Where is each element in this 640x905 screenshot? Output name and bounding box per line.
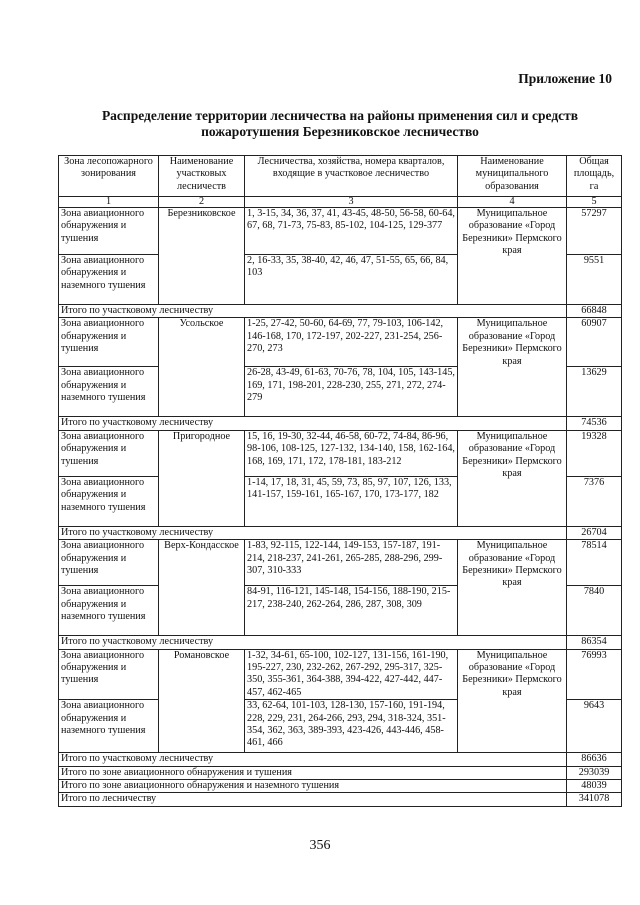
table-row-aviation: [59, 318, 622, 367]
zone-cell: Зона авиационного обнаружения и тушения: [59, 430, 159, 476]
column-number: 2: [159, 197, 245, 208]
zone-cell: Зона авиационного обнаружения и тушения: [59, 318, 159, 367]
quarters-cell: 26-28, 43-49, 61-63, 70-76, 78, 104, 105, 143-145, 169, 171, 198-201, 228-230, 255, 271, 272, 274-279: [245, 367, 458, 417]
area-cell: 7376: [567, 476, 622, 526]
total-value: 341078: [567, 793, 622, 806]
subtotal-label: Итого по участковому лесничеству: [59, 636, 567, 649]
municipality-cell: Муниципальное образование «Город Березники» Пермского края: [458, 649, 567, 753]
subtotal-value: 66848: [567, 305, 622, 318]
forestry-name-cell: Романовское: [159, 649, 245, 753]
header-row: [59, 156, 622, 197]
document-title: [60, 108, 620, 140]
quarters-cell: 33, 62-64, 101-103, 128-130, 157-160, 191-194, 228, 229, 231, 264-266, 293, 294, 318-324, 351-354, 362, 363, 389-393, 423-426, 443-446, 458-461, 466: [245, 700, 458, 753]
zone-cell: Зона авиационного обнаружения и наземного тушения: [59, 255, 159, 305]
zone-cell: Зона авиационного обнаружения и наземного тушения: [59, 476, 159, 526]
header-area: Общая площадь, га: [567, 156, 622, 197]
subtotal-label: Итого по участковому лесничеству: [59, 753, 567, 766]
column-numbers-row: [59, 197, 622, 208]
quarters-cell: 15, 16, 19-30, 32-44, 46-58, 60-72, 74-84, 86-96, 98-106, 108-125, 127-132, 134-140, 158, 162-164, 168, 169, 171, 172, 178-181, 183-212: [245, 430, 458, 476]
subtotal-row: [59, 526, 622, 539]
quarters-cell: 1-14, 17, 18, 31, 45, 59, 73, 85, 97, 107, 126, 133, 141-157, 159-161, 165-167, 170, 173-177, 182: [245, 476, 458, 526]
quarters-cell: 2, 16-33, 35, 38-40, 42, 46, 47, 51-55, 65, 66, 84, 103: [245, 255, 458, 305]
area-cell: 78514: [567, 540, 622, 586]
header-municipality: Наименование муниципального образования: [458, 156, 567, 197]
area-cell: 60907: [567, 318, 622, 367]
total-value: 48039: [567, 780, 622, 793]
quarters-cell: 84-91, 116-121, 145-148, 154-156, 188-190, 215-217, 238-240, 262-264, 286, 287, 308, 309: [245, 586, 458, 636]
forestry-name-cell: Усольское: [159, 318, 245, 417]
title-line-2: пожаротушения Березниковское лесничество: [201, 124, 479, 139]
quarters-cell: 1-32, 34-61, 65-100, 102-127, 131-156, 161-190, 195-227, 230, 232-262, 267-292, 295-317, 325-350, 355-361, 364-388, 394-422, 427-442, 447-457, 462-465: [245, 649, 458, 700]
subtotal-label: Итого по участковому лесничеству: [59, 526, 567, 539]
quarters-cell: 1-83, 92-115, 122-144, 149-153, 157-187, 191-214, 218-237, 241-261, 265-285, 288-296, 299-307, 310-333: [245, 540, 458, 586]
total-label: Итого по лесничеству: [59, 793, 567, 806]
forestry-name-cell: Верх-Кондасское: [159, 540, 245, 636]
area-cell: 9551: [567, 255, 622, 305]
quarters-cell: 1-25, 27-42, 50-60, 64-69, 77, 79-103, 106-142, 146-168, 170, 172-197, 202-227, 231-254, 256-270, 273: [245, 318, 458, 367]
area-cell: 7840: [567, 586, 622, 636]
title-line-1: Распределение территории лесничества на районы применения сил и средств: [101, 108, 579, 123]
area-cell: 76993: [567, 649, 622, 700]
quarters-cell: 1, 3-15, 34, 36, 37, 41, 43-45, 48-50, 56-58, 60-64, 67, 68, 71-73, 75-83, 85-102, 104-125, 129-377: [245, 208, 458, 255]
total-row: [59, 766, 622, 779]
area-cell: 19328: [567, 430, 622, 476]
column-number: 4: [458, 197, 567, 208]
area-cell: 57297: [567, 208, 622, 255]
column-number: 5: [567, 197, 622, 208]
column-number: 3: [245, 197, 458, 208]
municipality-cell: Муниципальное образование «Город Березники» Пермского края: [458, 318, 567, 417]
header-zone: Зона лесопожарного зонирования: [59, 156, 159, 197]
total-row: [59, 780, 622, 793]
table-row-aviation: [59, 649, 622, 700]
subtotal-row: [59, 636, 622, 649]
column-number: 1: [59, 197, 159, 208]
zone-cell: Зона авиационного обнаружения и наземного тушения: [59, 700, 159, 753]
area-cell: 9643: [567, 700, 622, 753]
subtotal-row: [59, 753, 622, 766]
subtotal-value: 86354: [567, 636, 622, 649]
header-quarters: Лесничества, хозяйства, номера кварталов, входящие в участковое лесничество: [245, 156, 458, 197]
zone-cell: Зона авиационного обнаружения и тушения: [59, 540, 159, 586]
subtotal-value: 26704: [567, 526, 622, 539]
zone-cell: Зона авиационного обнаружения и наземного тушения: [59, 367, 159, 417]
subtotal-label: Итого по участковому лесничеству: [59, 417, 567, 430]
forestry-distribution-table: [58, 155, 622, 807]
forestry-name-cell: Пригородное: [159, 430, 245, 526]
subtotal-label: Итого по участковому лесничеству: [59, 305, 567, 318]
total-value: 293039: [567, 766, 622, 779]
forestry-name-cell: Березниковское: [159, 208, 245, 305]
total-label: Итого по зоне авиационного обнаружения и наземного тушения: [59, 780, 567, 793]
table-row-aviation: [59, 430, 622, 476]
subtotal-row: [59, 417, 622, 430]
municipality-cell: Муниципальное образование «Город Березники» Пермского края: [458, 540, 567, 636]
area-cell: 13629: [567, 367, 622, 417]
header-forestry: Наименование участковых лесничеств: [159, 156, 245, 197]
table-row-aviation: [59, 208, 622, 255]
page-number: 356: [309, 838, 331, 853]
subtotal-value: 74536: [567, 417, 622, 430]
subtotal-row: [59, 305, 622, 318]
municipality-cell: Муниципальное образование «Город Березники» Пермского края: [458, 430, 567, 526]
appendix-label: Приложение 10: [518, 71, 612, 86]
total-row: [59, 793, 622, 806]
zone-cell: Зона авиационного обнаружения и тушения: [59, 208, 159, 255]
total-label: Итого по зоне авиационного обнаружения и тушения: [59, 766, 567, 779]
subtotal-value: 86636: [567, 753, 622, 766]
municipality-cell: Муниципальное образование «Город Березники» Пермского края: [458, 208, 567, 305]
zone-cell: Зона авиационного обнаружения и наземного тушения: [59, 586, 159, 636]
zone-cell: Зона авиационного обнаружения и тушения: [59, 649, 159, 700]
table-row-aviation: [59, 540, 622, 586]
